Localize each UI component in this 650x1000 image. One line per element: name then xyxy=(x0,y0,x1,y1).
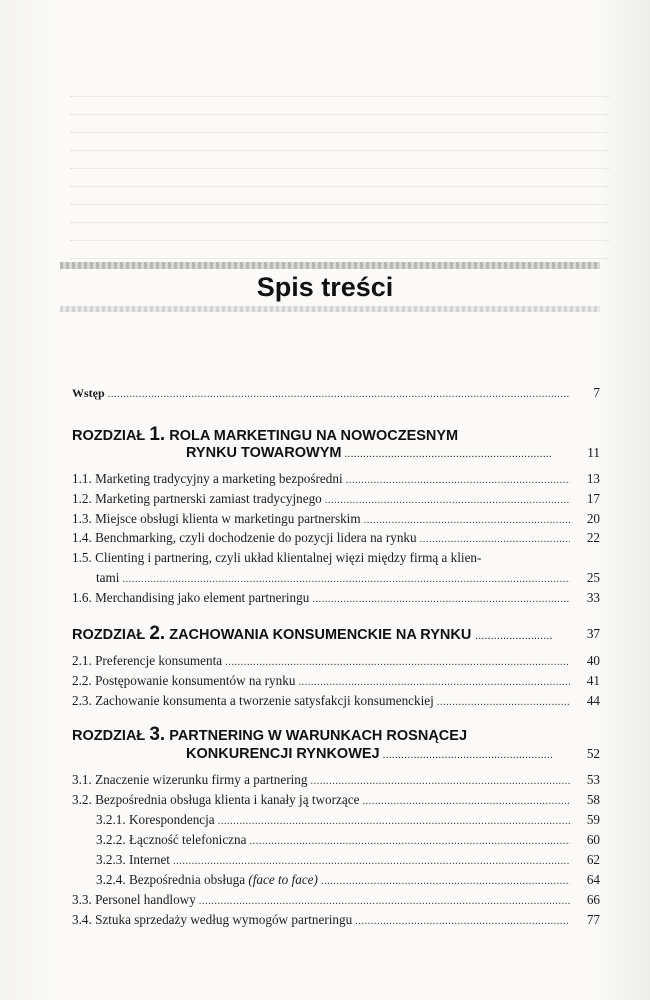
bleed-through-text xyxy=(70,80,610,280)
chapter-1-heading[interactable]: ROZDZIAŁ 1. ROLA MARKETINGU NA NOWOCZESNYM xyxy=(72,424,459,445)
chapter-3-heading[interactable]: ROZDZIAŁ 3. PARTNERING W WARUNKACH ROSNĄCEJ xyxy=(72,724,468,745)
scan-band-lower xyxy=(60,306,600,312)
page-number: 37 xyxy=(586,626,600,641)
page-number: 7 xyxy=(593,385,600,400)
page-number: 52 xyxy=(586,746,600,761)
toc-entry-line1[interactable]: 1.5. Clienting i partnering, czyli układ klientalnej więzi między firmą a klien- xyxy=(72,550,482,565)
book-page: Spis treści Wstęp ..... 7 ROZDZIAŁ 1. ROLA MARKETINGU NA NOWOCZESNYM RYNKU TOWAROWYM ..... 11 1.1. Marketing tradycyjny a marketing bezpośredni ..... 13 1.2. Marketing partnerski zamiast tradycyjnego ..... 17 1.3. Miejsce obsługi klienta w marketingu partnerskim ..... 20 1.4. Benchmarking, czyli dochodzenie do pozycji lidera na rynku ..... 22 1.5. Clienting i partnering, czyli układ klientalnej więzi między firmą a klien- tami ..... 25 1.6. Merchandising jako element partneringu ..... 33 ROZDZIAŁ 2. ZACHOWANIA KONSUMENCKIE NA RYNKU ..... 37 2.1. Preferencje konsumenta ..... 40 2.2. Postępowanie konsumentów na rynku ..... 41 2.3. Zachowanie konsumenta a tworzenie satysfakcji konsumenckiej ..... 44 ROZDZIAŁ 3. PARTNERING W WARUNKACH ROSNĄCEJ KONKURENCJI RYNKOWEJ ..... 52 3.1. Znaczenie wizerunku firmy a partnering ..... 53 3.2. Bezpośrednia obsługa klienta i kanały ją tworzące ..... 58 3.2.1. Korespondencja ..... 59 3.2.2. Łączność telefoniczna ..... 60 3.2.3. Internet ..... 62 3.2.4. Bezpośrednia obsługa (face to face) ..... 64 3.3. Personel handlowy ..... 66 3.4. Sztuka sprzedaży według wymogów partneringu ..... 77 xyxy=(0,0,650,1000)
page-number: 11 xyxy=(587,445,600,460)
page-title: Spis treści xyxy=(256,272,394,302)
scan-band xyxy=(60,262,600,269)
